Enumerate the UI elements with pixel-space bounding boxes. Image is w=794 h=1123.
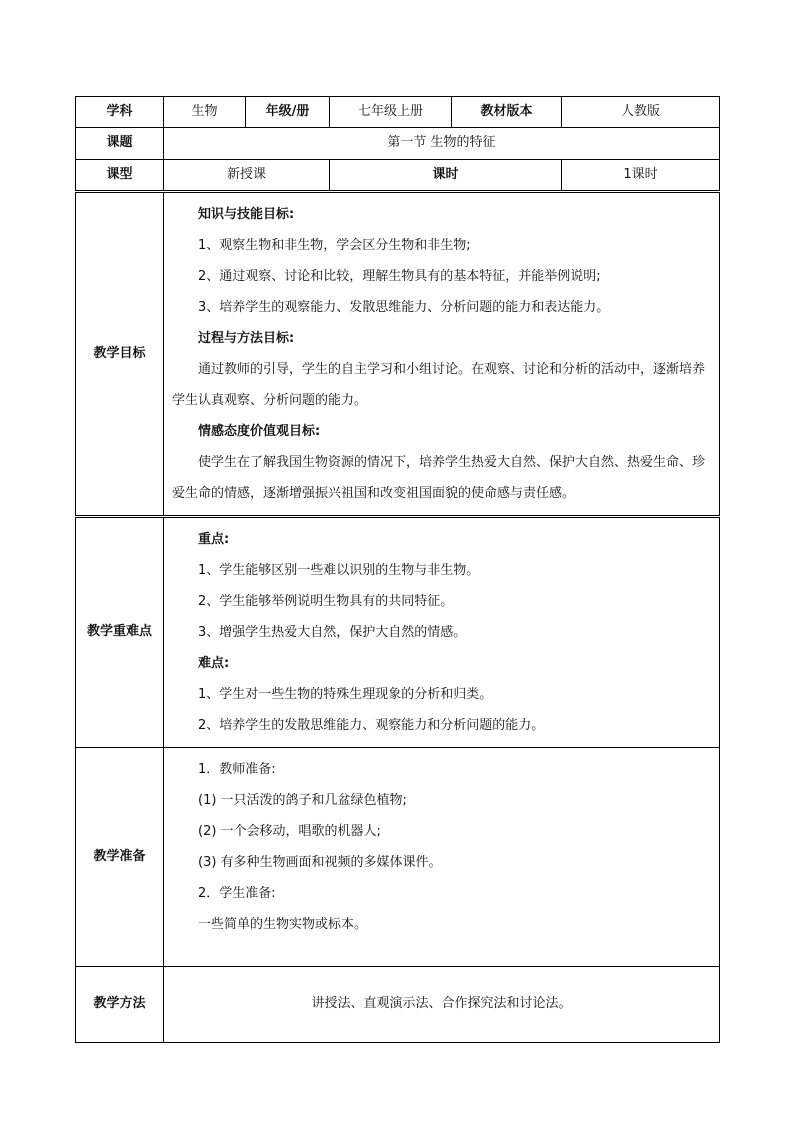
- methods-value: 讲授法、直观演示法、合作探究法和讨论法。: [164, 967, 720, 1043]
- difficulty-item: 1、学生对一些生物的特殊生理现象的分析和归类。: [198, 687, 493, 702]
- emotion-heading: 情感态度价值观目标:: [198, 424, 321, 439]
- key-points-content: [164, 517, 720, 748]
- topic-label: 课题: [76, 128, 164, 160]
- subject-value: 生物: [164, 97, 246, 128]
- subject-row: [76, 97, 720, 128]
- topic-value: 第一节 生物的特征: [164, 128, 720, 160]
- knowledge-item: 3、培养学生的观察能力、发散思维能力、分析问题的能力和表达能力。: [198, 300, 610, 315]
- key-points-label: 教学重难点: [76, 517, 164, 748]
- lesson-plan-table: [75, 96, 720, 1043]
- edition-value: 人教版: [562, 97, 720, 128]
- focus-item: 3、增强学生热爱大自然，保护大自然的情感。: [198, 625, 467, 640]
- key-points-row: [76, 517, 720, 748]
- objectives-label: 教学目标: [76, 192, 164, 517]
- methods-row: [76, 967, 720, 1043]
- teacher-prep-heading: 1．教师准备:: [198, 762, 276, 777]
- preparation-row: [76, 748, 720, 967]
- grade-label: 年级/册: [246, 97, 330, 128]
- objectives-content: [164, 192, 720, 517]
- subject-label: 学科: [76, 97, 164, 128]
- hours-value: 1课时: [562, 160, 720, 192]
- process-heading: 过程与方法目标:: [198, 331, 295, 346]
- hours-label: 课时: [330, 160, 562, 192]
- preparation-content: [164, 748, 720, 967]
- student-prep-heading: 2．学生准备:: [198, 886, 276, 901]
- knowledge-heading: 知识与技能目标:: [198, 207, 295, 222]
- edition-label: 教材版本: [452, 97, 562, 128]
- focus-item: 2、学生能够举例说明生物具有的共同特征。: [198, 594, 454, 609]
- teacher-prep-item: (2) 一个会移动，唱歌的机器人;: [198, 824, 381, 839]
- methods-label: 教学方法: [76, 967, 164, 1043]
- grade-value: 七年级上册: [330, 97, 452, 128]
- focus-heading: 重点:: [198, 532, 230, 547]
- process-text: 通过教师的引导，学生的自主学习和小组讨论。在观察、讨论和分析的活动中，逐渐培养学生认真观察、分析问题的能力。: [172, 362, 706, 408]
- objectives-row: [76, 192, 720, 517]
- focus-item: 1、学生能够区别一些难以识别的生物与非生物。: [198, 563, 480, 578]
- type-value: 新授课: [164, 160, 330, 192]
- preparation-label: 教学准备: [76, 748, 164, 967]
- emotion-text: 使学生在了解我国生物资源的情况下，培养学生热爱大自然、保护大自然、热爱生命、珍爱生命的情感，逐渐增强振兴祖国和改变祖国面貌的使命感与责任感。: [172, 455, 706, 501]
- teacher-prep-item: (3) 有多种生物画面和视频的多媒体课件。: [198, 855, 442, 870]
- knowledge-item: 2、通过观察、讨论和比较，理解生物具有的基本特征，并能举例说明;: [198, 269, 601, 284]
- student-prep-text: 一些简单的生物实物或标本。: [198, 917, 368, 932]
- type-label: 课型: [76, 160, 164, 192]
- type-row: [76, 160, 720, 192]
- topic-row: [76, 128, 720, 160]
- knowledge-item: 1、观察生物和非生物，学会区分生物和非生物;: [198, 238, 471, 253]
- teacher-prep-item: (1) 一只活泼的鸽子和几盆绿色植物;: [198, 793, 407, 808]
- difficulty-item: 2、培养学生的发散思维能力、观察能力和分析问题的能力。: [198, 718, 545, 733]
- difficulty-heading: 难点:: [198, 656, 230, 671]
